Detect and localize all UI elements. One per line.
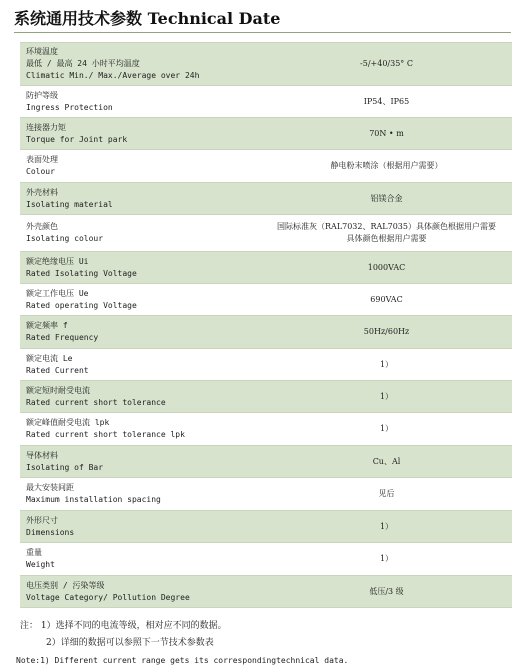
parameter-cell [20, 183, 261, 215]
parameter-value: 70N • m [369, 128, 404, 138]
parameter-value: 见后 [378, 489, 395, 498]
parameter-name-en: Dimensions [26, 527, 75, 537]
parameter-cell [20, 413, 261, 446]
parameter-value: 1） [379, 554, 394, 563]
table-row [20, 86, 512, 118]
parameter-value: 690VAC [370, 294, 403, 304]
parameter-name-cn: 额定峰值耐受电流 lpk [26, 418, 110, 427]
parameter-value: 具体颜色根据用户需要 [346, 234, 427, 243]
table-row [20, 118, 512, 150]
parameter-value: IP54、IP65 [363, 96, 410, 106]
notes-section [16, 618, 349, 669]
parameter-value: 静电粉末喷涂（根据用户需要） [330, 161, 443, 170]
value-cell [261, 43, 512, 86]
parameter-cell [20, 118, 261, 150]
parameter-name-cn: 外形尺寸 [26, 515, 58, 525]
parameter-name-cn: 最大安装间距 [26, 483, 74, 492]
note-line-1: 注： 1）选择不同的电流等级，相对应不同的数据。 [20, 621, 227, 631]
table-row [20, 511, 512, 543]
table-row [20, 150, 512, 183]
parameter-name-en: Rated operating Voltage [26, 300, 137, 310]
value-cell [261, 446, 512, 478]
parameter-cell [20, 478, 261, 511]
parameter-value: Cu、Al [372, 456, 401, 466]
parameter-name-cn: 额定电流 Le [26, 353, 73, 363]
parameter-name-cn: 防护等级 [26, 90, 58, 100]
parameter-cell [20, 576, 261, 608]
parameter-name-en: Rated Current [26, 365, 89, 375]
parameter-name-cn: 环境温度 [26, 47, 58, 56]
parameter-name-cn: 连接器力矩 [26, 122, 66, 132]
parameter-name-cn: 重量 [26, 548, 42, 557]
parameter-cell [20, 215, 261, 252]
parameter-cell [20, 316, 261, 349]
parameter-value: 国际标准灰（RAL7032、RAL7035）具体颜色根据用户需要 [277, 222, 496, 231]
parameter-name-cn: 额定频率 f [26, 321, 68, 330]
title-divider [14, 32, 511, 33]
parameter-value: 低压/3 级 [369, 586, 404, 596]
parameter-subname-cn: 最低 / 最高 24 小时平均温度 [26, 59, 140, 68]
table-row [20, 478, 512, 511]
parameter-cell [20, 43, 261, 86]
parameter-cell [20, 543, 261, 576]
page-title: 系统通用技术参数 Technical Date [14, 9, 281, 28]
value-cell [261, 183, 512, 215]
parameter-name-en: Rated current short tolerance lpk [26, 430, 185, 439]
value-cell [261, 118, 512, 150]
parameter-cell [20, 511, 261, 543]
parameter-name-cn: 外壳材料 [26, 187, 58, 197]
parameter-name-en: Rated Frequency [26, 333, 99, 342]
parameter-name-cn: 电压类别 / 污染等级 [26, 580, 105, 590]
parameter-name-cn: 额定绝缘电压 Ui [26, 256, 89, 266]
value-cell [261, 252, 512, 284]
parameter-name-en: Isolating of Bar [26, 462, 104, 472]
table-row [20, 543, 512, 576]
parameter-value: 1） [379, 424, 394, 433]
value-cell [261, 413, 512, 446]
parameter-name-en: Isolating material [26, 199, 113, 209]
table-row [20, 576, 512, 608]
value-cell [261, 284, 512, 316]
table-row [20, 183, 512, 215]
value-cell [261, 478, 512, 511]
parameter-cell [20, 252, 261, 284]
table-row [20, 316, 512, 349]
table-row [20, 215, 512, 252]
parameter-name-cn: 导体材料 [26, 450, 58, 460]
parameter-cell [20, 349, 261, 381]
parameter-name-en: Rated Isolating Voltage [26, 268, 137, 278]
parameter-name-en: Ingress Protection [26, 102, 113, 112]
value-cell [261, 150, 512, 183]
value-cell [261, 215, 512, 252]
parameter-name-en: Rated current short tolerance [26, 397, 166, 407]
parameter-name-cn: 额定工作电压 Ue [26, 288, 89, 298]
parameter-name-en: Torque for Joint park [26, 134, 128, 144]
parameter-name-en: Maximum installation spacing [26, 495, 161, 504]
note-line-2: 2）详细的数据可以参照下一节技术参数表 [46, 638, 214, 648]
parameter-value: 50Hz/60Hz [363, 327, 410, 336]
parameter-cell [20, 381, 261, 413]
table-row [20, 43, 512, 86]
parameter-cell [20, 446, 261, 478]
parameter-name-cn: 表面处理 [26, 155, 58, 164]
parameter-value: 1000VAC [367, 262, 406, 272]
value-cell [261, 86, 512, 118]
parameter-name-cn: 外壳颜色 [26, 222, 58, 231]
parameter-value: 1） [379, 359, 394, 369]
parameter-name-en: Colour [26, 167, 55, 176]
parameter-name-cn: 额定短时耐受电流 [26, 385, 90, 395]
value-cell [261, 349, 512, 381]
technical-parameters-table [20, 42, 512, 608]
parameter-value: 1） [379, 391, 394, 401]
parameter-value: 铝镁合金 [370, 193, 403, 203]
table-row [20, 381, 512, 413]
parameter-name-en: Isolating colour [26, 234, 104, 243]
parameter-name-en: Weight [26, 560, 55, 569]
value-cell [261, 576, 512, 608]
table-row [20, 349, 512, 381]
parameter-value: 1） [379, 521, 394, 531]
parameter-name-en: Voltage Category/ Pollution Degree [26, 592, 190, 602]
table-row [20, 446, 512, 478]
parameter-cell [20, 284, 261, 316]
note-line-3: Note:1) Different current range gets its correspondingtechnical data. [16, 656, 349, 665]
value-cell [261, 511, 512, 543]
parameter-cell [20, 86, 261, 118]
value-cell [261, 316, 512, 349]
value-cell [261, 381, 512, 413]
parameter-name-en: Climatic Min./ Max./Average over 24h [26, 71, 200, 80]
table-row [20, 252, 512, 284]
table-row [20, 284, 512, 316]
table-row [20, 413, 512, 446]
value-cell [261, 543, 512, 576]
parameter-cell [20, 150, 261, 183]
parameter-value: -5/+40/35° C [360, 59, 413, 68]
